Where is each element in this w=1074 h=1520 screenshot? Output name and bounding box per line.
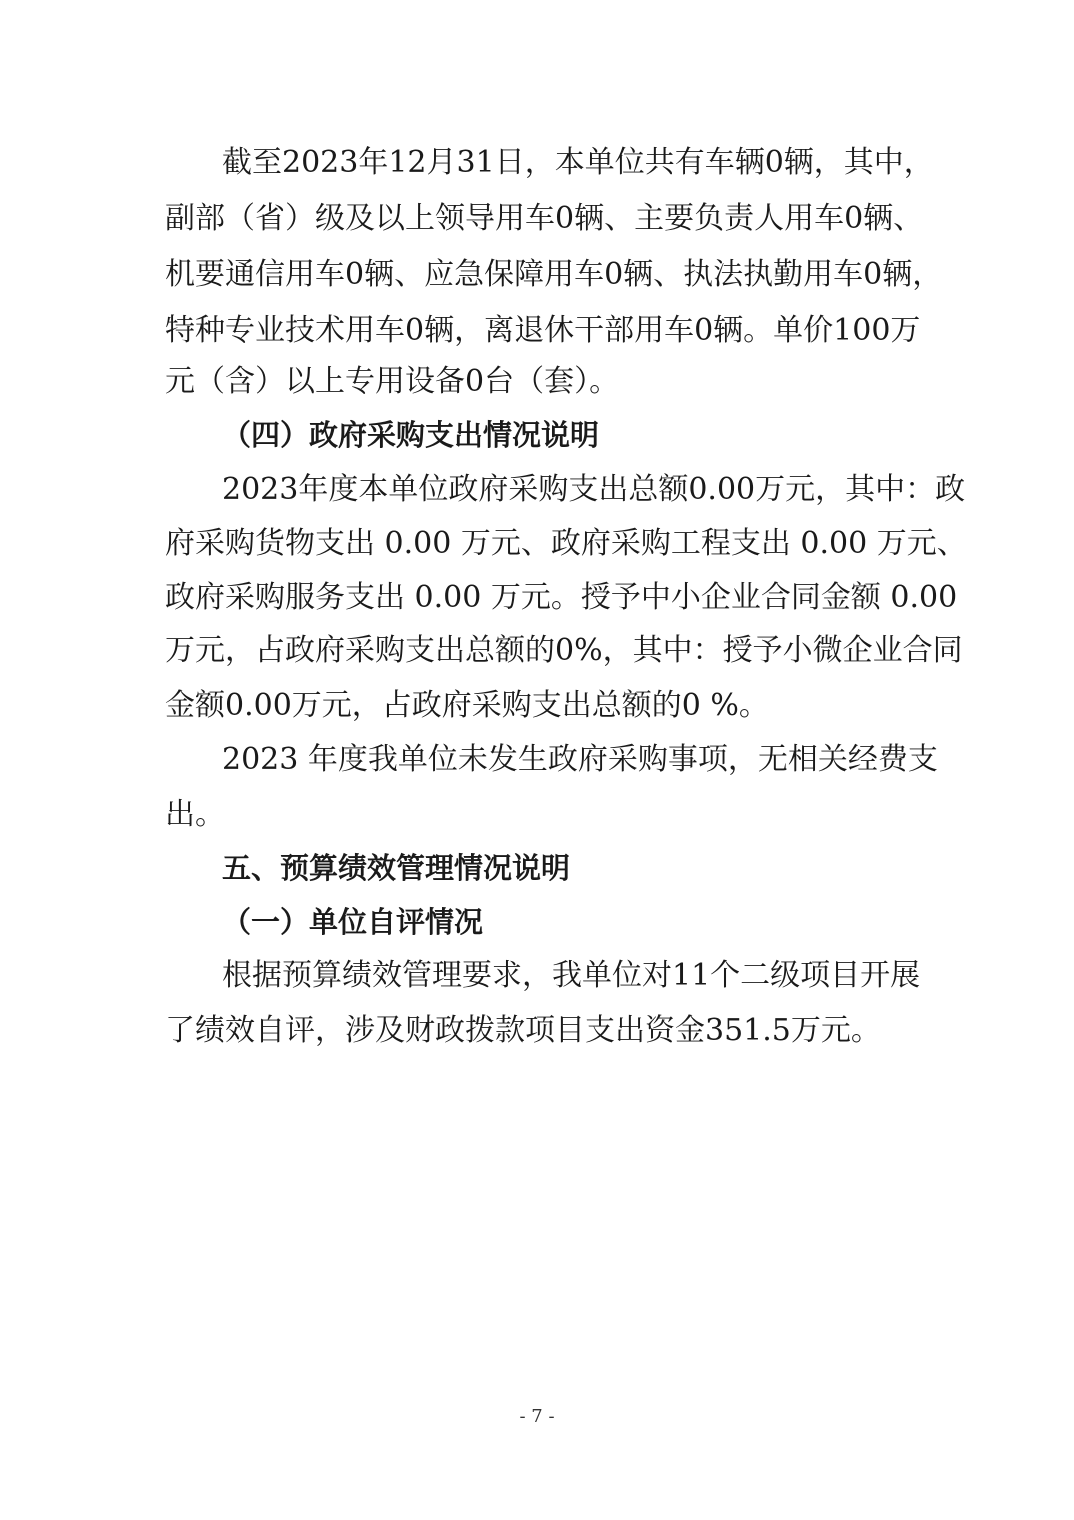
procurement-paragraph-line-1: 2023年度本单位政府采购支出总额0.00万元，其中：政 [222,472,966,507]
self-eval-heading: （一）单位自评情况 [222,905,484,939]
vehicles-paragraph-line-4: 特种专业技术用车0辆，离退休干部用车0辆。单价100万 [165,313,921,348]
vehicles-paragraph-line-1: 截至2023年12月31日，本单位共有车辆0辆，其中， [222,145,934,180]
no-procurement-paragraph-line-2: 出。 [165,797,225,832]
page-number: - 7 - [519,1406,555,1427]
self-eval-paragraph-line-1: 根据预算绩效管理要求，我单位对11个二级项目开展 [222,958,921,993]
procurement-heading: （四）政府采购支出情况说明 [222,418,600,452]
section-heading: 五、预算绩效管理情况说明 [222,851,571,885]
self-eval-paragraph-line-2: 了绩效自评，涉及财政拨款项目支出资金351.5万元。 [165,1013,881,1048]
procurement-paragraph-line-2: 府采购货物支出 0.00 万元、政府采购工程支出 0.00 万元、 [165,526,967,561]
vehicles-paragraph-line-5: 元（含）以上专用设备0台（套）。 [165,364,620,399]
procurement-paragraph-line-4: 万元，占政府采购支出总额的0%，其中：授予小微企业合同 [165,633,963,668]
vehicles-paragraph-line-2: 副部（省）级及以上领导用车0辆、主要负责人用车0辆、 [165,201,924,236]
vehicles-paragraph-line-3: 机要通信用车0辆、应急保障用车0辆、执法执勤用车0辆， [165,257,943,292]
no-procurement-paragraph-line-1: 2023 年度我单位未发生政府采购事项，无相关经费支 [222,742,938,777]
procurement-paragraph-line-5: 金额0.00万元，占政府采购支出总额的0 %。 [165,688,769,723]
procurement-paragraph-line-3: 政府采购服务支出 0.00 万元。授予中小企业合同金额 0.00 [165,580,958,615]
